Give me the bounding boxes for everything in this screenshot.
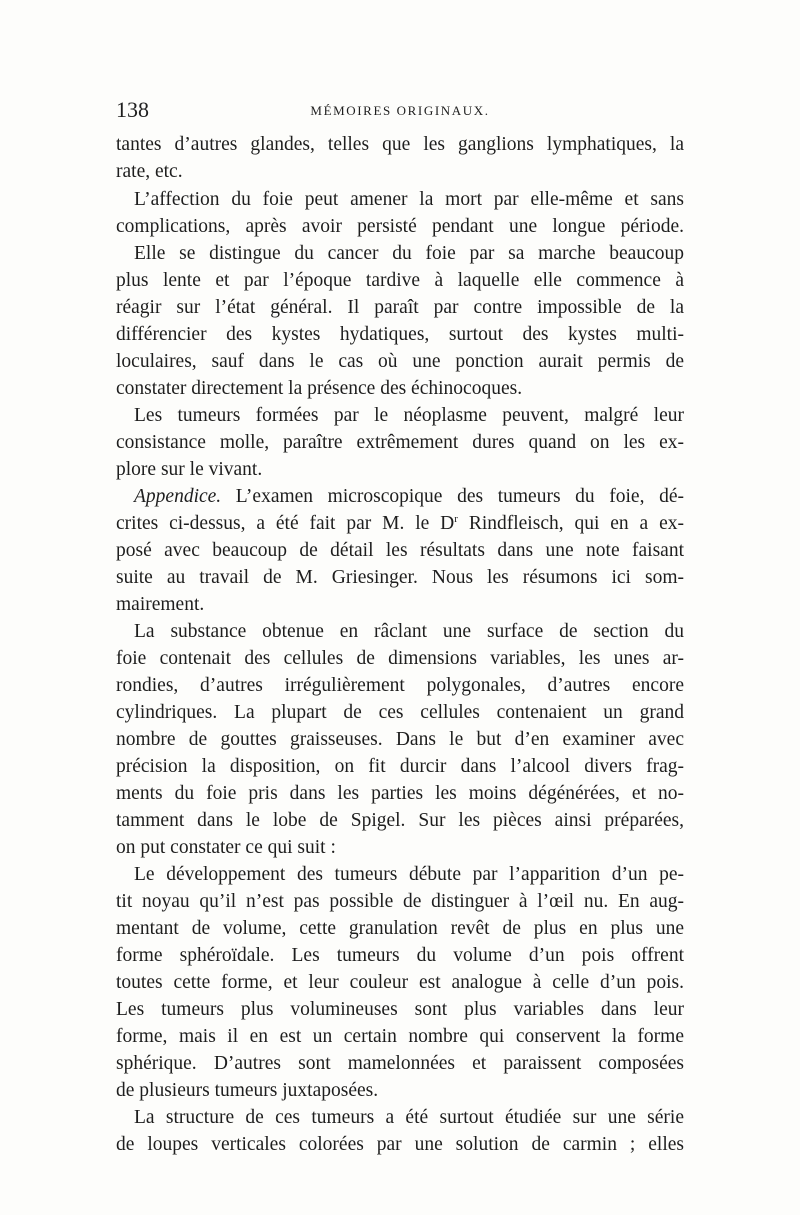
running-title: MÉMOIRES ORIGINAUX. [310, 103, 490, 118]
text-line: complications, après avoir persisté pendant une longue période. [116, 216, 684, 237]
text-line: de loupes verticales colorées par une solution de carmin ; elles [116, 1134, 684, 1155]
text-line: sphérique. D’autres sont mamelonnées et paraissent composées [116, 1053, 684, 1074]
text-line: Appendice. L’examen microscopique des tumeurs du foie, dé- [134, 486, 684, 507]
text-line: Elle se distingue du cancer du foie par sa marche beaucoup [134, 243, 684, 264]
text-line: on put constater ce qui suit : [116, 837, 336, 858]
text-line: forme sphéroïdale. Les tumeurs du volume d’un pois offrent [116, 945, 684, 966]
text-line: constater directement la présence des échinocoques. [116, 378, 523, 399]
text-line: plus lente et par l’époque tardive à laquelle elle commence à [116, 270, 684, 291]
text-line: rate, etc. [116, 161, 183, 182]
text-line: tantes d’autres glandes, telles que les ganglions lymphatiques, la [116, 134, 684, 155]
page-number: 138 [116, 97, 149, 122]
text-line: Les tumeurs plus volumineuses sont plus variables dans leur [116, 999, 684, 1020]
text-line: cylindriques. La plupart de ces cellules contenaient un grand [116, 702, 684, 723]
text-line: Les tumeurs formées par le néoplasme peuvent, malgré leur [134, 405, 684, 426]
text-line: mentant de volume, cette granulation revêt de plus en plus une [116, 918, 684, 939]
text-line: La structure de ces tumeurs a été surtout étudiée sur une série [134, 1107, 684, 1128]
text-line: de plusieurs tumeurs juxtaposées. [116, 1080, 379, 1101]
text-line: différencier des kystes hydatiques, surtout des kystes multi- [116, 324, 684, 345]
text-line: tamment dans le lobe de Spigel. Sur les pièces ainsi préparées, [116, 810, 684, 831]
text-line: foie contenait des cellules de dimensions variables, les unes ar- [116, 648, 684, 669]
text-line: Le développement des tumeurs débute par l’apparition d’un pe- [134, 864, 684, 885]
text-line: toutes cette forme, et leur couleur est analogue à celle d’un pois. [116, 972, 684, 993]
text-line: La substance obtenue en râclant une surface de section du [134, 621, 684, 642]
page-header [116, 97, 684, 123]
text-line: plore sur le vivant. [116, 459, 263, 480]
text-line: forme, mais il en est un certain nombre qui conservent la forme [116, 1026, 684, 1047]
text-line: rondies, d’autres irrégulièrement polygonales, d’autres encore [116, 675, 684, 696]
text-line: posé avec beaucoup de détail les résultats dans une note faisant [116, 540, 684, 561]
text-line: crites ci-dessus, a été fait par M. le $D^r$ Rindfleisch, qui en a ex- [116, 513, 684, 534]
text-line: tit noyau qu’il n’est pas possible de distinguer à l’œil nu. En aug- [116, 891, 684, 912]
text-line: mairement. [116, 594, 205, 615]
text-line: consistance molle, paraître extrêmement dures quand on les ex- [116, 432, 684, 453]
text-line: précision la disposition, on fit durcir dans l’alcool divers frag- [116, 756, 684, 777]
text-line: loculaires, sauf dans le cas où une ponction aurait permis de [116, 351, 684, 372]
text-line: ments du foie pris dans les parties les moins dégénérées, et no- [116, 783, 684, 804]
text-line: suite au travail de M. Griesinger. Nous les résumons ici som- [116, 567, 684, 588]
text-line: réagir sur l’état général. Il paraît par contre impossible de la [116, 297, 684, 318]
text-line: nombre de gouttes graisseuses. Dans le but d’en examiner avec [116, 729, 684, 750]
text-line: L’affection du foie peut amener la mort par elle-même et sans [134, 189, 684, 210]
